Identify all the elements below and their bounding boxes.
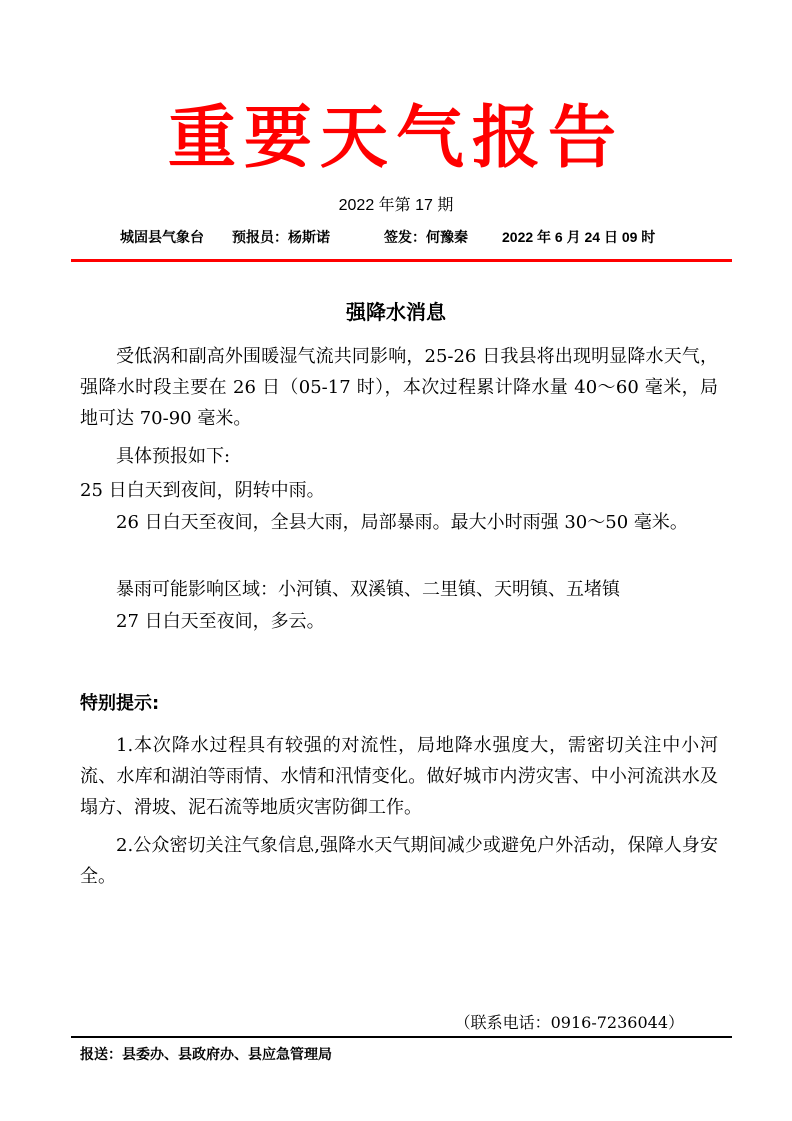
approver: 签发：何豫秦	[384, 229, 468, 245]
paragraph-forecast-intro: 具体预报如下:	[116, 446, 231, 467]
issue-number: 2022 年第 17 期	[338, 197, 454, 214]
paragraph-day-25: 25 日白天到夜间，阴转中雨。	[80, 480, 325, 501]
forecaster: 预报员：杨斯诺	[232, 229, 330, 245]
masthead-title: 重要天气报告	[167, 98, 624, 178]
paragraph-affected-areas: 暴雨可能影响区域：小河镇、双溪镇、二里镇、天明镇、五堵镇	[116, 579, 620, 600]
issue-datetime: 2022 年 6 月 24 日 09 时	[502, 229, 656, 245]
tips-heading: 特别提示:	[80, 693, 160, 714]
paragraph-day-27: 27 日白天至夜间，多云。	[116, 611, 325, 632]
agency-name: 城固县气象台	[120, 229, 204, 245]
paragraph-day-26: 26 日白天至夜间，全县大雨，局部暴雨。最大小时雨强 30～50 毫米。	[116, 512, 688, 533]
paragraph-summary: 受低涡和副高外围暖湿气流共同影响，25-26 日我县将出现明显降水天气，强降水时段主要在 26 日（05-17 时），本次过程累计降水量 40～60 毫米，局地可达 70-90 毫米。	[80, 346, 718, 429]
header-divider	[71, 259, 732, 262]
tip-item-1: 1.本次降水过程具有较强的对流性，局地降水强度大，需密切关注中小河流、水库和湖泊等雨情、水情和汛情变化。做好城市内涝灾害、中小河流洪水及塌方、滑坡、泥石流等地质灾害防御工作。	[80, 735, 718, 818]
contact-phone: （联系电话：0916-7236044）	[454, 1013, 684, 1032]
footer-divider	[71, 1036, 732, 1038]
tip-item-2: 2.公众密切关注气象信息,强降水天气期间减少或避免户外活动，保障人身安全。	[80, 835, 718, 887]
distribution-list: 报送：县委办、县政府办、县应急管理局	[80, 1046, 332, 1062]
document-title: 强降水消息	[346, 300, 446, 324]
